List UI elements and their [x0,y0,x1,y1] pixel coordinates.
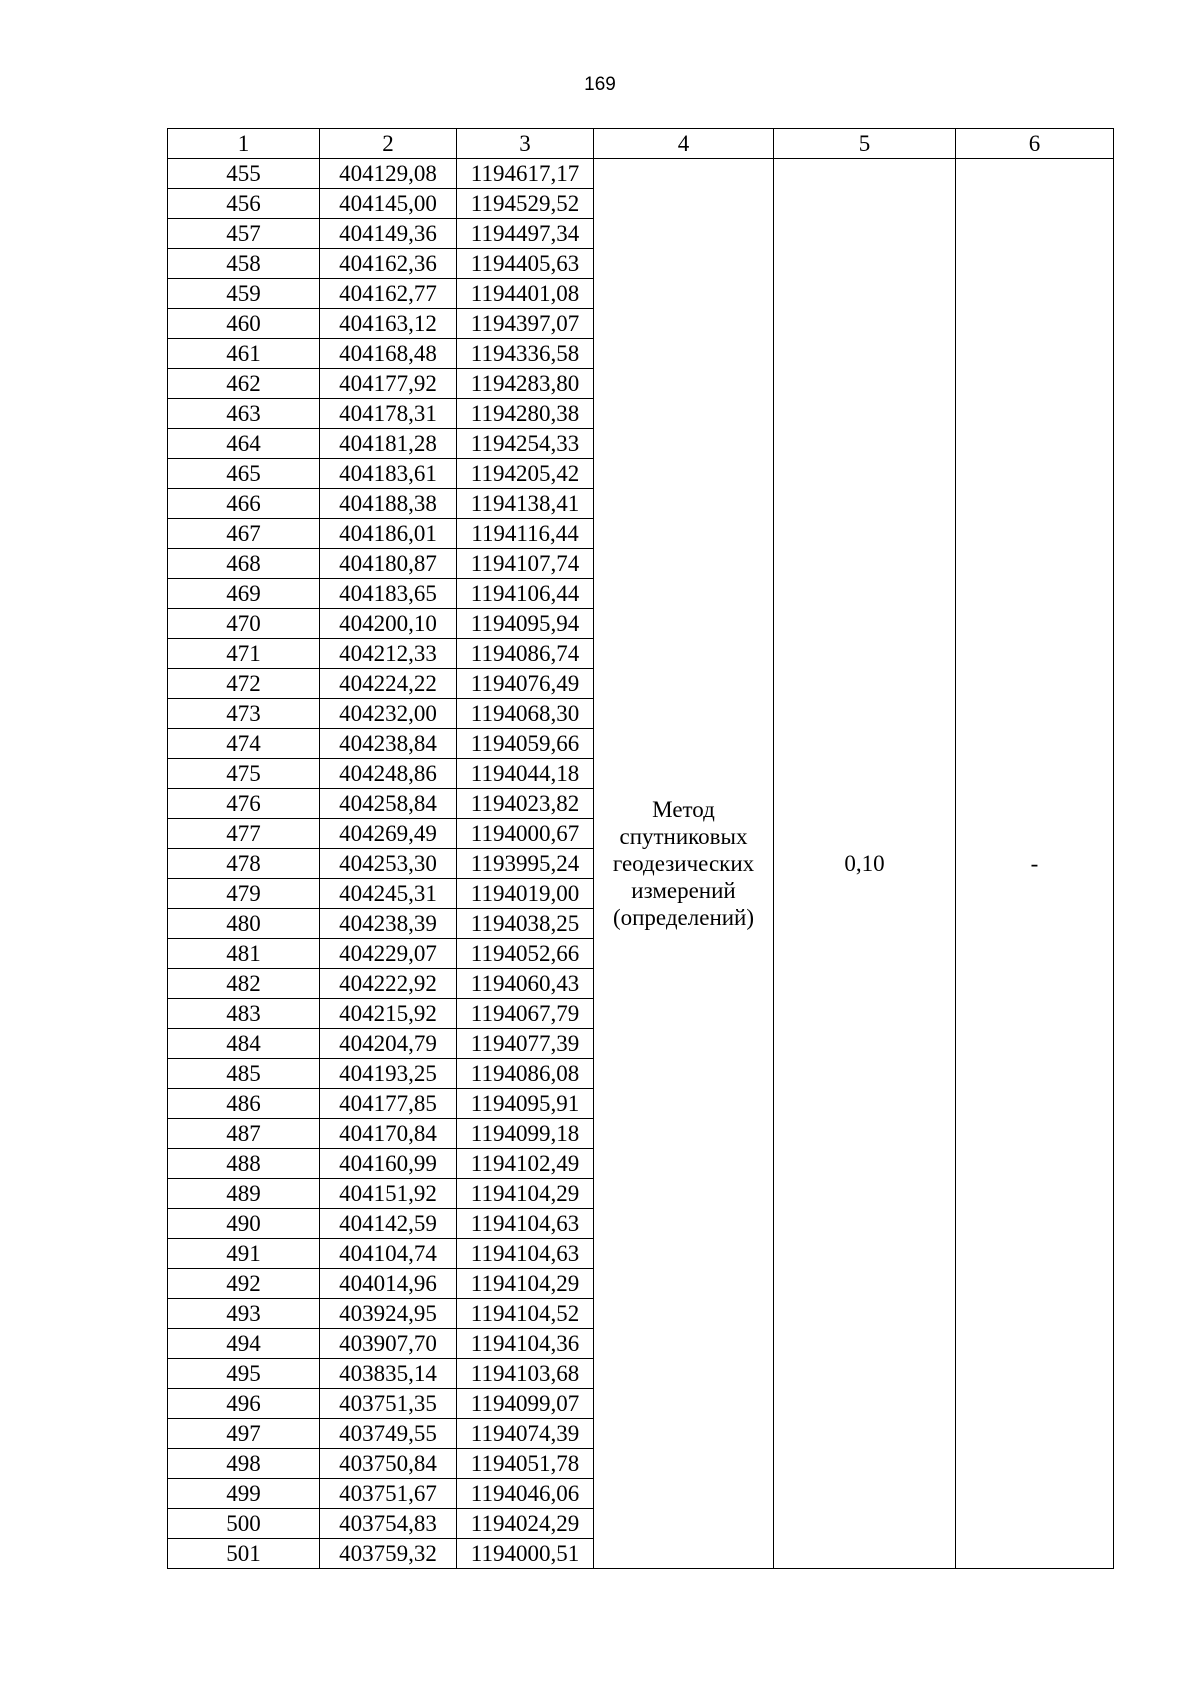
y-coordinate-cell: 1194397,07 [457,309,594,339]
y-coordinate-cell: 1194283,80 [457,369,594,399]
y-coordinate-cell: 1194617,17 [457,159,594,189]
point-number-cell: 499 [168,1479,320,1509]
y-coordinate-cell: 1194076,49 [457,669,594,699]
x-coordinate-cell: 404163,12 [320,309,457,339]
y-coordinate-cell: 1194104,63 [457,1209,594,1239]
point-number-cell: 475 [168,759,320,789]
point-number-cell: 481 [168,939,320,969]
y-coordinate-cell: 1194059,66 [457,729,594,759]
y-coordinate-cell: 1194104,29 [457,1269,594,1299]
y-coordinate-cell: 1194019,00 [457,879,594,909]
y-coordinate-cell: 1194254,33 [457,429,594,459]
x-coordinate-cell: 404204,79 [320,1029,457,1059]
x-coordinate-cell: 404180,87 [320,549,457,579]
method-cell [594,159,774,1569]
x-coordinate-cell: 404224,22 [320,669,457,699]
y-coordinate-cell: 1194067,79 [457,999,594,1029]
y-coordinate-cell: 1194405,63 [457,249,594,279]
x-coordinate-cell: 403750,84 [320,1449,457,1479]
point-number-cell: 459 [168,279,320,309]
point-number-cell: 456 [168,189,320,219]
header-cell-2: 2 [320,129,457,159]
point-number-cell: 493 [168,1299,320,1329]
point-number-cell: 487 [168,1119,320,1149]
point-number-cell: 479 [168,879,320,909]
header-cell-3: 3 [457,129,594,159]
x-coordinate-cell: 404212,33 [320,639,457,669]
x-coordinate-cell: 404014,96 [320,1269,457,1299]
y-coordinate-cell: 1194074,39 [457,1419,594,1449]
x-coordinate-cell: 404151,92 [320,1179,457,1209]
x-coordinate-cell: 403924,95 [320,1299,457,1329]
y-coordinate-cell: 1194099,18 [457,1119,594,1149]
point-number-cell: 467 [168,519,320,549]
x-coordinate-cell: 404104,74 [320,1239,457,1269]
point-number-cell: 478 [168,849,320,879]
point-number-cell: 465 [168,459,320,489]
point-number-cell: 489 [168,1179,320,1209]
point-number-cell: 460 [168,309,320,339]
point-number-cell: 483 [168,999,320,1029]
y-coordinate-cell: 1194060,43 [457,969,594,999]
point-number-cell: 458 [168,249,320,279]
x-coordinate-cell: 404183,61 [320,459,457,489]
x-coordinate-cell: 404168,48 [320,339,457,369]
page-number: 169 [584,74,616,95]
header-cell-5: 5 [774,129,956,159]
y-coordinate-cell: 1194529,52 [457,189,594,219]
x-coordinate-cell: 403749,55 [320,1419,457,1449]
y-coordinate-cell: 1194116,44 [457,519,594,549]
table-header [168,129,1114,159]
x-coordinate-cell: 404269,49 [320,819,457,849]
y-coordinate-cell: 1194023,82 [457,789,594,819]
x-coordinate-cell: 404129,08 [320,159,457,189]
point-number-cell: 470 [168,609,320,639]
x-coordinate-cell: 404177,85 [320,1089,457,1119]
point-number-cell: 472 [168,669,320,699]
x-coordinate-cell: 404170,84 [320,1119,457,1149]
point-number-cell: 473 [168,699,320,729]
point-number-cell: 490 [168,1209,320,1239]
x-coordinate-cell: 404238,84 [320,729,457,759]
y-coordinate-cell: 1194497,34 [457,219,594,249]
y-coordinate-cell: 1194401,08 [457,279,594,309]
point-number-cell: 464 [168,429,320,459]
point-number-cell: 496 [168,1389,320,1419]
point-number-cell: 482 [168,969,320,999]
header-row [168,129,1114,159]
y-coordinate-cell: 1194099,07 [457,1389,594,1419]
x-coordinate-cell: 403835,14 [320,1359,457,1389]
x-coordinate-cell: 404142,59 [320,1209,457,1239]
y-coordinate-cell: 1194044,18 [457,759,594,789]
x-coordinate-cell: 404162,77 [320,279,457,309]
method-text: Метод спутниковых геодезических измерений (определений) [612,797,755,930]
x-coordinate-cell: 404183,65 [320,579,457,609]
y-coordinate-cell: 1194104,29 [457,1179,594,1209]
point-number-cell: 480 [168,909,320,939]
x-coordinate-cell: 404188,38 [320,489,457,519]
y-coordinate-cell: 1194104,52 [457,1299,594,1329]
point-number-cell: 485 [168,1059,320,1089]
x-coordinate-cell: 404186,01 [320,519,457,549]
x-coordinate-cell: 404229,07 [320,939,457,969]
table-row [168,159,1114,189]
point-number-cell: 463 [168,399,320,429]
point-number-cell: 455 [168,159,320,189]
x-coordinate-cell: 404258,84 [320,789,457,819]
point-number-cell: 461 [168,339,320,369]
x-coordinate-cell: 404222,92 [320,969,457,999]
x-coordinate-cell: 404162,36 [320,249,457,279]
point-number-cell: 484 [168,1029,320,1059]
point-number-cell: 468 [168,549,320,579]
point-number-cell: 491 [168,1239,320,1269]
x-coordinate-cell: 404215,92 [320,999,457,1029]
point-number-cell: 495 [168,1359,320,1389]
y-coordinate-cell: 1194000,51 [457,1539,594,1569]
point-number-cell: 471 [168,639,320,669]
accuracy-cell: 0,10 [774,159,956,1569]
x-coordinate-cell: 403751,67 [320,1479,457,1509]
point-number-cell: 474 [168,729,320,759]
y-coordinate-cell: 1194205,42 [457,459,594,489]
point-number-cell: 457 [168,219,320,249]
y-coordinate-cell: 1194095,91 [457,1089,594,1119]
x-coordinate-cell: 404245,31 [320,879,457,909]
x-coordinate-cell: 404248,86 [320,759,457,789]
x-coordinate-cell: 404177,92 [320,369,457,399]
header-cell-4: 4 [594,129,774,159]
y-coordinate-cell: 1194095,94 [457,609,594,639]
y-coordinate-cell: 1194068,30 [457,699,594,729]
y-coordinate-cell: 1194106,44 [457,579,594,609]
y-coordinate-cell: 1194086,08 [457,1059,594,1089]
x-coordinate-cell: 403751,35 [320,1389,457,1419]
point-number-cell: 501 [168,1539,320,1569]
x-coordinate-cell: 403754,83 [320,1509,457,1539]
point-number-cell: 477 [168,819,320,849]
x-coordinate-cell: 404178,31 [320,399,457,429]
y-coordinate-cell: 1194046,06 [457,1479,594,1509]
point-number-cell: 486 [168,1089,320,1119]
y-coordinate-cell: 1194104,36 [457,1329,594,1359]
y-coordinate-cell: 1194051,78 [457,1449,594,1479]
y-coordinate-cell: 1194138,41 [457,489,594,519]
y-coordinate-cell: 1194107,74 [457,549,594,579]
y-coordinate-cell: 1194103,68 [457,1359,594,1389]
y-coordinate-cell: 1194077,39 [457,1029,594,1059]
header-cell-6: 6 [956,129,1114,159]
x-coordinate-cell: 404200,10 [320,609,457,639]
x-coordinate-cell: 404232,00 [320,699,457,729]
header-cell-1: 1 [168,129,320,159]
x-coordinate-cell: 404193,25 [320,1059,457,1089]
y-coordinate-cell: 1194038,25 [457,909,594,939]
x-coordinate-cell: 403907,70 [320,1329,457,1359]
y-coordinate-cell: 1194024,29 [457,1509,594,1539]
x-coordinate-cell: 404253,30 [320,849,457,879]
y-coordinate-cell: 1194104,63 [457,1239,594,1269]
point-number-cell: 497 [168,1419,320,1449]
y-coordinate-cell: 1194280,38 [457,399,594,429]
column-6-cell: - [956,159,1114,1569]
x-coordinate-cell: 404145,00 [320,189,457,219]
x-coordinate-cell: 403759,32 [320,1539,457,1569]
y-coordinate-cell: 1194052,66 [457,939,594,969]
y-coordinate-cell: 1194000,67 [457,819,594,849]
point-number-cell: 492 [168,1269,320,1299]
y-coordinate-cell: 1194086,74 [457,639,594,669]
point-number-cell: 466 [168,489,320,519]
x-coordinate-cell: 404238,39 [320,909,457,939]
point-number-cell: 500 [168,1509,320,1539]
table-body [168,159,1114,1569]
y-coordinate-cell: 1193995,24 [457,849,594,879]
point-number-cell: 462 [168,369,320,399]
point-number-cell: 469 [168,579,320,609]
y-coordinate-cell: 1194336,58 [457,339,594,369]
x-coordinate-cell: 404149,36 [320,219,457,249]
point-number-cell: 494 [168,1329,320,1359]
y-coordinate-cell: 1194102,49 [457,1149,594,1179]
x-coordinate-cell: 404181,28 [320,429,457,459]
coordinates-table [167,128,1114,1569]
point-number-cell: 476 [168,789,320,819]
point-number-cell: 498 [168,1449,320,1479]
point-number-cell: 488 [168,1149,320,1179]
x-coordinate-cell: 404160,99 [320,1149,457,1179]
